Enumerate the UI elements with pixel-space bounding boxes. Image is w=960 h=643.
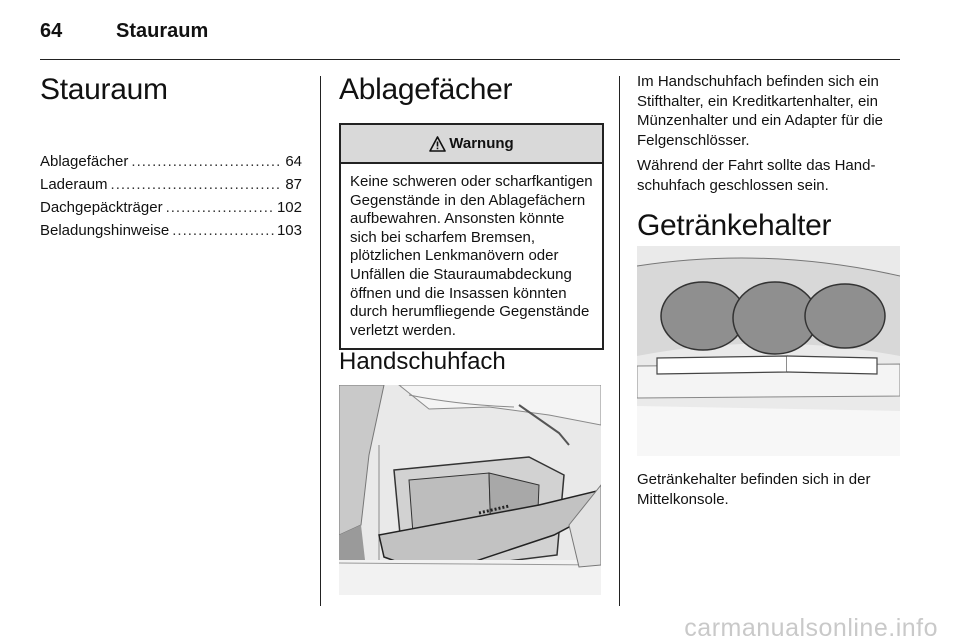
toc-label: Ablagefächer: [40, 153, 129, 170]
toc-page: 102: [276, 199, 302, 216]
warning-text: Keine schweren oder scharfkantigen Gegenstände in den Ablagefächern aufbewahren. Ansonsten könnte sich bei scharfem Bremsen, plötzlichen Lenkmanövern oder Unfällen die Stauraumabdeckung öffnen und die Insassen könnten durch herumfliegende Gegenstände verletzt werden.: [350, 173, 593, 339]
page-number: 64: [40, 20, 63, 42]
section-title-cupholder: Getränkehalter: [637, 209, 832, 242]
warning-box: [339, 123, 604, 350]
table-of-contents: [40, 150, 302, 242]
glovebox-paragraph: Im Handschuhfach befinden sich ein Stifthalter, ein Kreditkartenhalter, ein Münzenhalter und ein Adapter für die Felgenschlösser.: [637, 73, 883, 149]
chapter-title: Stauraum: [40, 73, 168, 106]
toc-page: 64: [285, 153, 302, 170]
glovebox-closed-paragraph: Während der Fahrt sollte das Handschuhfach geschlossen sein.: [637, 157, 876, 194]
warning-triangle-icon: [429, 136, 446, 152]
section-title: Ablagefächer: [339, 73, 513, 106]
toc-entry[interactable]: [40, 173, 302, 196]
toc-page: 103: [276, 222, 302, 239]
cupholder-illustration: [637, 246, 900, 456]
toc-label: Dachgepäckträger: [40, 199, 163, 216]
running-title: Stauraum: [116, 20, 209, 42]
column-toc: [40, 72, 302, 239]
toc-leader: [166, 196, 274, 219]
column-right: [637, 72, 901, 508]
toc-label: Beladungshinweise: [40, 222, 170, 239]
toc-label: Laderaum: [40, 176, 108, 193]
warning-header: [341, 125, 602, 164]
toc-entry[interactable]: [40, 219, 302, 242]
toc-page: 87: [285, 176, 302, 193]
subsection-title: Handschuhfach: [339, 348, 506, 375]
column-divider-right: [619, 76, 620, 606]
toc-leader: [111, 173, 283, 196]
header-rule: [40, 59, 900, 60]
toc-entry[interactable]: [40, 196, 302, 219]
column-middle: [339, 72, 602, 375]
cupholder-caption: Getränkehalter befinden sich in der Mittelkonsole.: [637, 471, 871, 508]
column-divider-left: [320, 76, 321, 606]
toc-entry[interactable]: [40, 150, 302, 173]
toc-leader: [131, 150, 282, 173]
watermark: carmanualsonline.info: [684, 614, 938, 642]
toc-leader: [172, 219, 274, 242]
glovebox-illustration: [339, 385, 601, 595]
warning-heading: Warnung: [449, 135, 514, 152]
